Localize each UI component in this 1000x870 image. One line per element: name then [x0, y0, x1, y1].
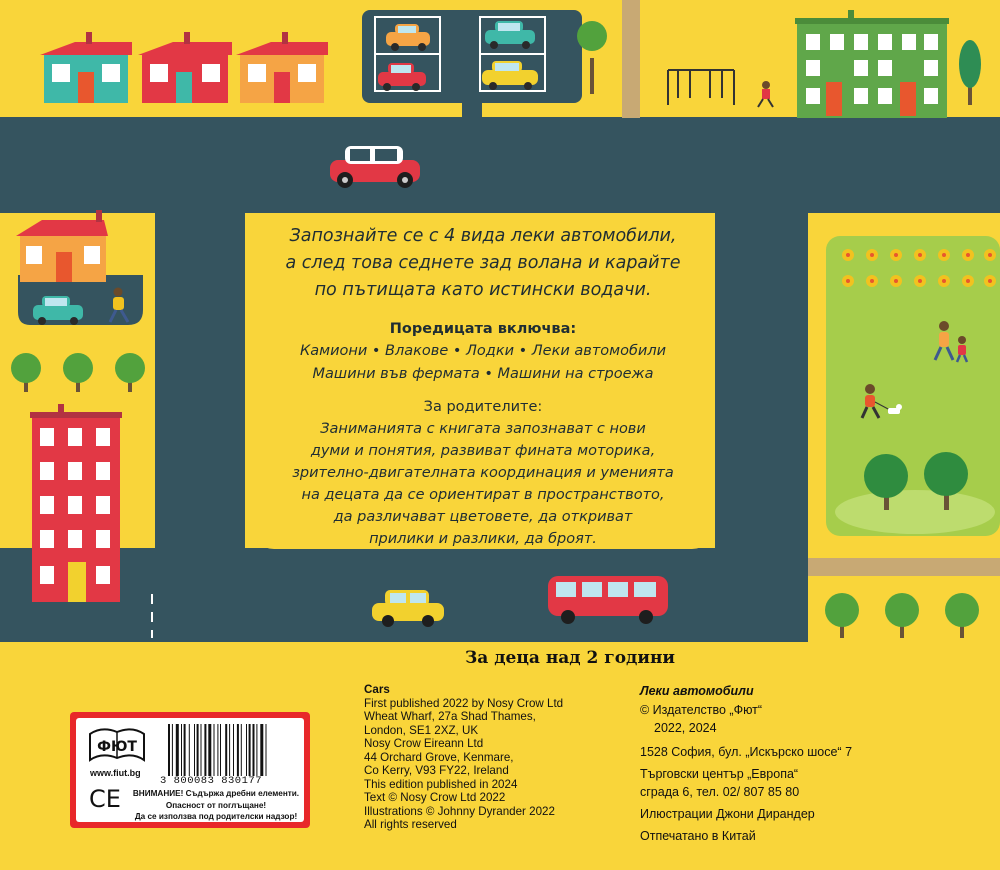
- barcode-bar: [214, 724, 215, 776]
- printing-info: Отпечатано в Китай: [640, 829, 756, 843]
- park: [826, 236, 1000, 536]
- credits-line: This edition published in 2024: [364, 777, 518, 791]
- parents-title: За родителите:: [423, 399, 543, 415]
- intro-line: по пътищата като истински водачи.: [314, 280, 652, 300]
- address-line: сграда 6, тел. 02/ 807 85 80: [640, 785, 800, 799]
- copyright-line: © Издателство „Фют“: [640, 703, 763, 717]
- barcode-bar: [241, 724, 242, 776]
- parents-text-line: зрително-двигателната координация и уменията: [292, 465, 674, 481]
- running-child-icon: [758, 81, 773, 107]
- address-line: 1528 София, бул. „Искърско шосе“ 7: [640, 745, 853, 759]
- barcode-bar: [233, 724, 234, 776]
- swing-set: [668, 70, 734, 105]
- warning-line: Да се използва под родителски надзор!: [134, 812, 298, 821]
- credits-line: London, SE1 2XZ, UK: [364, 723, 479, 737]
- barcode-bar: [217, 724, 218, 776]
- parents-text-line: да различават цветовете, да откриват: [333, 509, 633, 525]
- barcode-bar: [249, 724, 251, 776]
- parents-text-line: думи и понятия, развиват фината моторика,: [310, 443, 656, 459]
- credits-line: Co Kerry, V93 FY22, Ireland: [364, 764, 509, 777]
- tree: [825, 593, 859, 638]
- barcode-bar: [256, 724, 257, 776]
- parking-garage: [362, 10, 582, 103]
- barcode-bar: [225, 724, 227, 776]
- logo-text: ФЮТ: [97, 739, 137, 755]
- barcode-bar: [176, 724, 179, 776]
- barcode-bar: [260, 724, 263, 776]
- address-line: Търговски център „Европа“: [640, 767, 799, 781]
- credits-line: First published 2022 by Nosy Crow Ltd: [364, 696, 564, 710]
- barcode-bar: [208, 724, 211, 776]
- barcode-bar: [204, 724, 206, 776]
- apartment-green: [795, 10, 949, 118]
- series-title: Поредицата включва:: [389, 321, 577, 337]
- illustrator-credit: Илюстрации Джони Дирандер: [640, 807, 815, 821]
- intro-line: а след това седнете зад волана и карайте: [285, 253, 681, 273]
- ce-mark-icon: [88, 784, 122, 812]
- warning-line: Опасност от поглъщане!: [165, 800, 267, 810]
- apartment-red: [30, 404, 122, 602]
- intro-text: [252, 223, 714, 304]
- copyright-years: 2022, 2024: [654, 721, 717, 735]
- safety-warning: [128, 788, 304, 823]
- barcode-bar: [172, 724, 173, 776]
- gravel-path: [622, 0, 640, 118]
- gravel-path: [808, 558, 1000, 576]
- tree: [885, 593, 919, 638]
- barcode-bars: [166, 724, 296, 776]
- barcode-bar: [237, 724, 239, 776]
- house-teal: [40, 32, 132, 103]
- barcode-bar: [184, 724, 186, 776]
- barcode-label: [70, 712, 310, 828]
- house-orange: [236, 32, 328, 103]
- warning-line: ВНИМАНИЕ! Съдържа дребни елементи.: [132, 789, 300, 798]
- barcode-label-inner: [76, 718, 304, 822]
- barcode-bar: [197, 724, 199, 776]
- publisher-logo-icon: [86, 726, 148, 766]
- barcode-bar: [229, 724, 230, 776]
- barcode-bar: [253, 724, 255, 776]
- series-list-line: Камиони • Влакове • Лодки • Леки автомобили: [299, 343, 667, 359]
- age-recommendation: За деца над 2 години: [465, 648, 676, 668]
- website-text: www.fiut.bg: [90, 768, 141, 778]
- barcode-bar: [168, 724, 170, 776]
- barcode-bar: [194, 724, 195, 776]
- credits-title: Cars: [364, 683, 390, 696]
- tree: [959, 40, 981, 105]
- barcode-bar: [201, 724, 202, 776]
- barcode-bar: [266, 724, 267, 776]
- book-title: Леки автомобили: [640, 684, 754, 698]
- publisher-info: [640, 683, 890, 845]
- barcode-bar: [220, 724, 221, 776]
- barcode-bar: [189, 724, 190, 776]
- intro-line: Запознайте се с 4 вида леки автомобили,: [289, 226, 677, 246]
- credits-line: Text © Nosy Crow Ltd 2022: [364, 791, 506, 804]
- credits-line: All rights reserved: [364, 818, 457, 831]
- barcode-bar: [246, 724, 247, 776]
- credits-line: Illustrations © Johnny Dyrander 2022: [364, 804, 555, 818]
- description-panel: [252, 213, 714, 549]
- credits-line: 44 Orchard Grove, Kenmare,: [364, 750, 514, 764]
- tree: [945, 593, 979, 638]
- barcode-number: 3 800083 830177: [160, 775, 263, 787]
- barcode-bar: [181, 724, 182, 776]
- parents-text-line: на децата да се ориентират в пространството,: [301, 487, 665, 503]
- parents-text-line: Заниманията с книгата запознават с нови: [320, 421, 646, 437]
- english-credits: [364, 683, 634, 832]
- credits-line: Wheat Wharf, 27a Shad Thames,: [364, 710, 536, 723]
- series-list-line: Машини във фермата • Машини на строежа: [312, 366, 654, 382]
- house-red: [138, 32, 232, 103]
- ce-mark-text: CE: [89, 785, 121, 812]
- parents-text-line: прилики и разлики, да броят.: [369, 531, 597, 547]
- credits-line: Nosy Crow Eireann Ltd: [364, 737, 484, 750]
